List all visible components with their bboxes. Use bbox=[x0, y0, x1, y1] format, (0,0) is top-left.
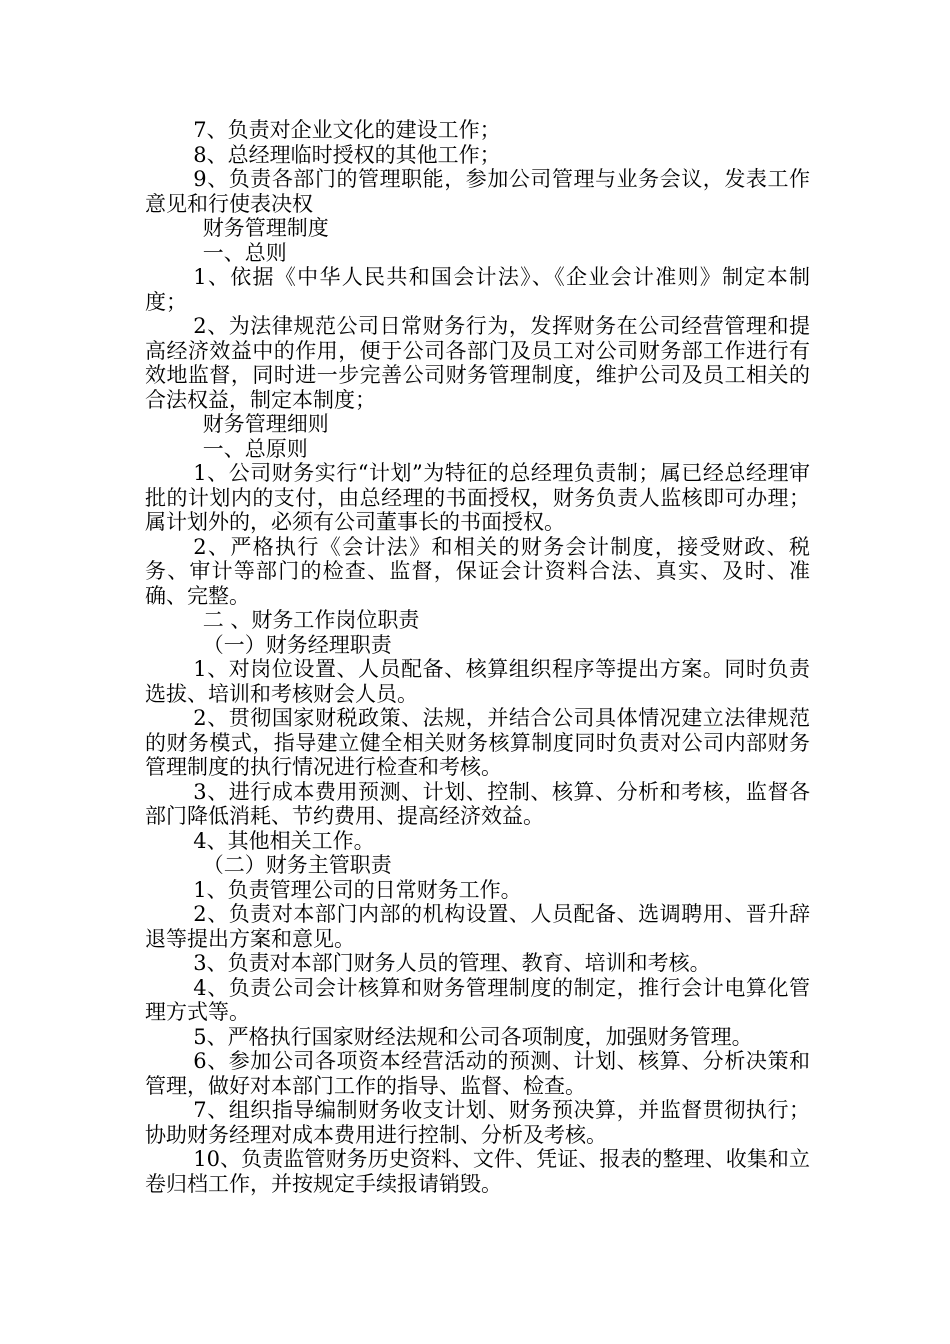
list-item: 3、进行成本费用预测、计划、控制、核算、分析和考核，监督各部门降低消耗、节约费用、提高经济效益。 bbox=[145, 779, 810, 828]
section-heading: （一）财务经理职责 bbox=[202, 632, 392, 657]
list-item: 9、负责各部门的管理职能，参加公司管理与业务会议，发表工作意见和行使表决权 bbox=[145, 167, 810, 216]
list-item: 1、公司财务实行“计划”为特征的总经理负责制；属已经总经理审批的计划内的支付，由总经理的书面授权，财务负责人监核即可办理；属计划外的，必须有公司董事长的书面授权。 bbox=[145, 461, 810, 534]
section-heading: 财务管理细则 bbox=[202, 412, 329, 436]
list-item: 7、组织指导编制财务收支计划、财务预决算，并监督贯彻执行；协助财务经理对成本费用进行控制、分析及考核。 bbox=[145, 1098, 810, 1147]
list-item: 4、其他相关工作。 bbox=[193, 828, 375, 853]
list-item: 8、总经理临时授权的其他工作； bbox=[193, 142, 501, 167]
list-item: 5、严格执行国家财经法规和公司各项制度，加强财务管理。 bbox=[193, 1024, 753, 1049]
list-item: 2、贯彻国家财税政策、法规，并结合公司具体情况建立法律规范的财务模式，指导建立健全相关财务核算制度同时负责对公司内部财务管理制度的执行情况进行检查和考核。 bbox=[145, 706, 810, 779]
section-heading: 一、总则 bbox=[202, 240, 287, 265]
list-item: 1、负责管理公司的日常财务工作。 bbox=[193, 877, 522, 902]
list-item: 3、负责对本部门财务人员的管理、教育、培训和考核。 bbox=[193, 951, 711, 975]
section-heading: 财务管理制度 bbox=[202, 216, 329, 240]
list-item: 1、依据《中华人民共和国会计法》、《企业会计准则》制定本制度； bbox=[145, 265, 810, 314]
document-page bbox=[145, 118, 810, 1196]
list-item: 2、严格执行《会计法》和相关的财务会计制度，接受财政、税务、审计等部门的检查、监督，保证会计资料合法、真实、及时、准确、完整。 bbox=[145, 534, 810, 608]
section-heading: 二 、财务工作岗位职责 bbox=[202, 608, 420, 632]
list-item: 7、负责对企业文化的建设工作； bbox=[193, 118, 501, 142]
list-item: 2、为法律规范公司日常财务行为，发挥财务在公司经营管理和提高经济效益中的作用，便于公司各部门及员工对公司财务部工作进行有效地监督，同时进一步完善公司财务管理制度，维护公司及员工相关的合法权益，制定本制度； bbox=[145, 314, 810, 412]
list-item: 4、负责公司会计核算和财务管理制度的制定，推行会计电算化管理方式等。 bbox=[145, 975, 810, 1024]
list-item: 1、对岗位设置、人员配备、核算组织程序等提出方案。同时负责选拔、培训和考核财会人员。 bbox=[145, 657, 810, 706]
list-item: 6、参加公司各项资本经营活动的预测、计划、核算、分析决策和管理，做好对本部门工作的指导、监督、检查。 bbox=[145, 1049, 810, 1098]
list-item: 2、负责对本部门内部的机构设置、人员配备、选调聘用、晋升辞退等提出方案和意见。 bbox=[145, 902, 810, 951]
section-heading: （二）财务主管职责 bbox=[202, 853, 392, 877]
section-heading: 一、总原则 bbox=[202, 436, 308, 461]
list-item: 10、负责监管财务历史资料、文件、凭证、报表的整理、收集和立卷归档工作，并按规定手续报请销毁。 bbox=[145, 1147, 810, 1196]
